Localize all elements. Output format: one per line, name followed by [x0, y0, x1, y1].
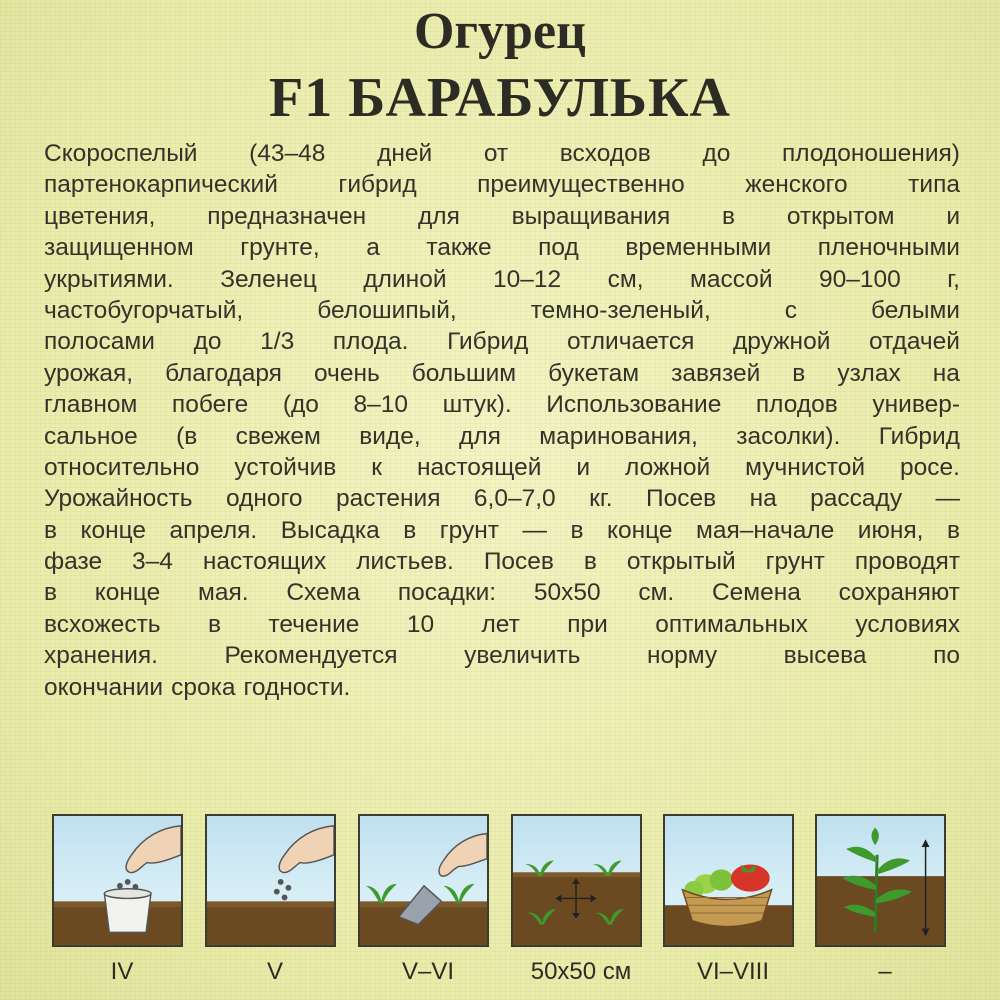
- description-word: открытый: [626, 548, 736, 576]
- description-word: по: [933, 642, 960, 670]
- description-word: мая–начале: [696, 516, 835, 544]
- description-word: конце: [606, 516, 673, 544]
- description-word: конце: [80, 516, 147, 544]
- description-word: 3–4: [132, 548, 173, 576]
- description-word: оптимальных: [655, 610, 808, 638]
- description-word: Посев: [646, 485, 717, 513]
- planting-steps: [52, 814, 946, 950]
- description-word: 8–10: [353, 391, 408, 419]
- description-word: Гибрид: [447, 328, 529, 356]
- description-word: июня,: [857, 516, 924, 544]
- description-word: букетам: [548, 359, 640, 387]
- description-word: дней: [377, 140, 433, 167]
- description-word: побеге: [171, 391, 249, 419]
- description-line: [44, 483, 960, 514]
- description-word: Схема: [286, 579, 361, 607]
- description-word: очень: [313, 359, 380, 387]
- description-word: преимущественно: [477, 171, 685, 199]
- description-word: кг.: [589, 485, 613, 513]
- description-word: маринования,: [539, 422, 698, 450]
- plant-height-icon: [817, 816, 944, 945]
- description-word: ложной: [625, 453, 711, 481]
- step-label-transplanting: V–VI: [401, 958, 455, 985]
- description-word: годности.: [243, 673, 351, 701]
- description-word: (43–48: [249, 140, 326, 167]
- description-word: плодоношения): [782, 140, 960, 167]
- description-word: в: [946, 516, 960, 544]
- description-word: проводят: [854, 548, 960, 576]
- description-line: [44, 326, 960, 357]
- sowing-in-pot-icon: [54, 816, 181, 945]
- description-word: растения: [335, 485, 441, 513]
- description-word: мучнистой: [745, 453, 866, 481]
- description-word: см,: [607, 265, 644, 293]
- description-word: засолки).: [736, 422, 841, 450]
- description-word: до: [193, 328, 222, 356]
- description-word: лет: [481, 610, 520, 638]
- description-word: укрытиями.: [44, 265, 174, 293]
- step-label-planting-scheme: 50х50 см: [530, 958, 632, 985]
- description-word: главном: [44, 391, 138, 419]
- description-word: —: [935, 485, 960, 513]
- description-word: в: [583, 548, 597, 576]
- description-word: (до: [282, 391, 319, 419]
- description-line: [44, 201, 960, 232]
- description-word: Гибрид: [878, 422, 960, 450]
- variety-name: F1 БАРАБУЛЬКА: [269, 67, 731, 129]
- description-line: [44, 421, 960, 452]
- description-word: длиной: [363, 265, 447, 293]
- harvest-basket-icon: [665, 816, 792, 945]
- crop-name: Огурец: [413, 3, 587, 60]
- description-word: сохраняют: [838, 579, 960, 607]
- description-word: посадки:: [397, 579, 497, 607]
- description: [44, 138, 960, 703]
- description-word: Урожайность: [44, 485, 193, 513]
- transplanting-icon: [360, 816, 487, 945]
- description-word: также: [426, 234, 492, 262]
- description-word: Семена: [711, 579, 801, 607]
- description-line: [44, 138, 960, 169]
- description-word: фазе: [44, 548, 103, 576]
- step-panel-sowing-in-pot: [52, 814, 183, 947]
- description-word: в: [792, 359, 806, 387]
- description-word: типа: [908, 171, 960, 199]
- description-word: грунте,: [240, 234, 320, 262]
- step-panel-sowing-in-ground: [205, 814, 336, 947]
- description-word: всхожесть: [44, 610, 161, 638]
- description-line: [44, 546, 960, 577]
- description-word: 90–100: [819, 265, 901, 293]
- description-word: норму: [646, 642, 718, 670]
- description-word: и: [576, 453, 591, 481]
- description-line: [44, 169, 960, 200]
- description-word: Посев: [483, 548, 554, 576]
- description-word: открытом: [786, 202, 895, 230]
- description-word: в: [403, 516, 417, 544]
- description-word: относительно: [44, 453, 200, 481]
- step-label-harvest: VI–VIII: [696, 958, 770, 985]
- description-word: росе.: [899, 453, 960, 481]
- step-label-sowing-in-ground: V: [266, 958, 283, 985]
- description-word: сальное: [44, 422, 138, 450]
- description-word: конце: [94, 579, 161, 607]
- description-line: [44, 577, 960, 608]
- description-word: окончании: [44, 673, 164, 701]
- description-word: апреля.: [169, 516, 258, 544]
- step-panel-planting-scheme: [511, 814, 642, 947]
- description-word: для: [417, 202, 460, 230]
- description-word: Рекомендуется: [224, 642, 398, 670]
- description-word: пленочными: [817, 234, 960, 262]
- description-word: условиях: [855, 610, 960, 638]
- description-word: рассаду: [810, 485, 903, 513]
- description-word: на: [932, 359, 960, 387]
- description-line: [44, 264, 960, 295]
- planting-scheme-icon: [513, 816, 640, 945]
- step-panel-transplanting: [358, 814, 489, 947]
- description-word: цветения,: [44, 202, 156, 230]
- description-line: [44, 515, 960, 546]
- description-word: темно-зеленый,: [530, 296, 711, 324]
- description-word: течение: [268, 610, 360, 638]
- description-word: а: [366, 234, 380, 262]
- description-word: Зеленец: [220, 265, 317, 293]
- step-panel-plant-height: [815, 814, 946, 947]
- description-line: [44, 609, 960, 640]
- description-word: одного: [225, 485, 303, 513]
- description-word: завязей: [671, 359, 761, 387]
- description-word: штук).: [442, 391, 512, 419]
- description-word: г,: [947, 265, 960, 293]
- description-word: благодаря: [165, 359, 282, 387]
- step-label-plant-height: –: [878, 958, 892, 985]
- description-word: (в: [176, 422, 198, 450]
- description-word: плодов: [755, 391, 838, 419]
- description-word: грунт: [439, 516, 500, 544]
- description-word: универ-: [872, 391, 960, 419]
- description-word: листьев.: [356, 548, 454, 576]
- description-word: плода.: [332, 328, 409, 356]
- description-word: в: [44, 516, 58, 544]
- description-word: гибрид: [338, 171, 417, 199]
- description-word: под: [538, 234, 579, 262]
- description-word: узлах: [837, 359, 901, 387]
- description-word: отличается: [566, 328, 695, 356]
- description-word: увеличить: [464, 642, 581, 670]
- step-label-sowing-in-pot: IV: [110, 958, 134, 985]
- sowing-in-ground-icon: [207, 816, 334, 945]
- description-word: с: [784, 296, 797, 324]
- description-word: для: [459, 422, 501, 450]
- description-word: в: [44, 579, 58, 607]
- description-word: выращивания: [511, 202, 671, 230]
- description-word: временными: [625, 234, 772, 262]
- description-word: от: [483, 140, 509, 167]
- description-word: и: [946, 202, 960, 230]
- description-word: —: [522, 516, 547, 544]
- description-word: устойчив: [234, 453, 337, 481]
- description-line: [44, 389, 960, 420]
- description-line: [44, 672, 960, 703]
- description-word: Скороспелый: [44, 140, 198, 167]
- description-line: [44, 358, 960, 389]
- description-word: к: [371, 453, 382, 481]
- description-word: предназначен: [207, 202, 367, 230]
- description-word: белыми: [870, 296, 960, 324]
- description-word: частобугорчатый,: [44, 296, 244, 324]
- description-word: в: [207, 610, 221, 638]
- description-word: виде,: [359, 422, 421, 450]
- description-word: полосами: [44, 328, 155, 356]
- description-word: свежем: [235, 422, 321, 450]
- description-word: настоящих: [202, 548, 327, 576]
- description-word: всходов: [559, 140, 651, 167]
- description-word: 10: [406, 610, 435, 638]
- description-line: [44, 295, 960, 326]
- description-word: массой: [689, 265, 773, 293]
- description-word: в: [722, 202, 736, 230]
- description-word: 6,0–7,0: [473, 485, 556, 513]
- step-panel-harvest: [663, 814, 794, 947]
- description-word: партенокарпический: [44, 171, 278, 199]
- description-word: большим: [411, 359, 517, 387]
- description-word: грунт: [765, 548, 825, 576]
- description-word: Использование: [546, 391, 722, 419]
- description-word: при: [567, 610, 608, 638]
- description-word: хранения.: [44, 642, 158, 670]
- description-word: 10–12: [492, 265, 562, 293]
- description-word: срока: [171, 673, 236, 701]
- description-word: белошипый,: [317, 296, 457, 324]
- description-word: до: [702, 140, 731, 167]
- description-word: отдачей: [869, 328, 960, 356]
- description-word: 50х50: [533, 579, 601, 607]
- description-word: Высадка: [280, 516, 380, 544]
- description-word: в: [570, 516, 584, 544]
- description-word: 1/3: [260, 328, 295, 356]
- description-word: высева: [783, 642, 867, 670]
- description-line: [44, 452, 960, 483]
- description-word: см.: [638, 579, 675, 607]
- description-word: женского: [745, 171, 848, 199]
- description-word: настоящей: [416, 453, 542, 481]
- description-word: мая.: [198, 579, 249, 607]
- description-word: на: [749, 485, 777, 513]
- description-word: защищенном: [44, 234, 194, 262]
- description-line: [44, 640, 960, 671]
- description-line: [44, 232, 960, 263]
- description-word: урожая,: [44, 359, 134, 387]
- description-word: дружной: [733, 328, 831, 356]
